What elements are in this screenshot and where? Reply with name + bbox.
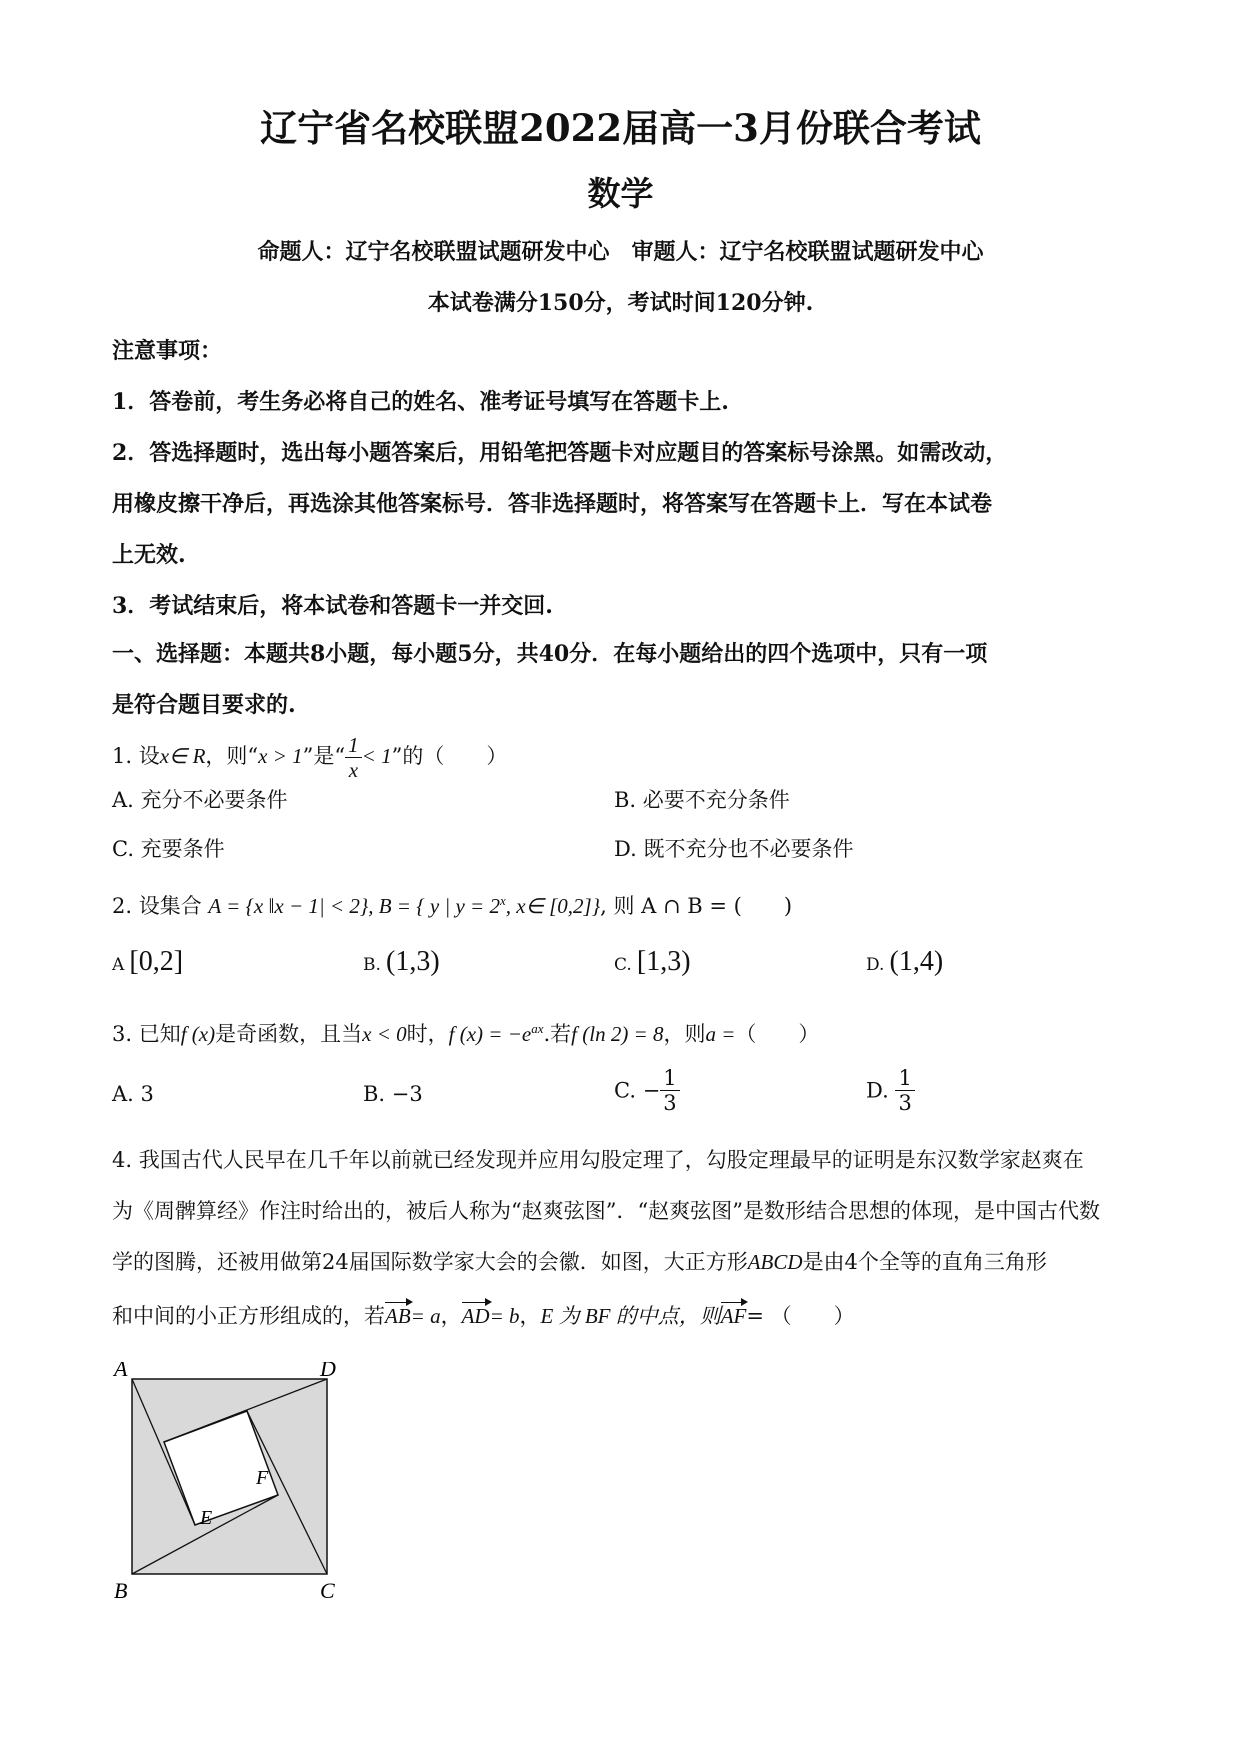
q3-mid-3: .若	[543, 1022, 572, 1046]
q1-option-c: C. 充要条件	[112, 837, 225, 861]
notes-heading: 注意事项：	[112, 338, 223, 364]
exam-info: 本试卷满分150分，考试时间120分钟.	[427, 290, 814, 316]
q3-option-d	[866, 1066, 915, 1115]
q4-line-4	[112, 1300, 855, 1330]
q2-set-b-tail: , x∈ [0,2]}	[505, 894, 601, 918]
q2-d-label: D.	[866, 955, 885, 975]
q2-set-definition: A = {x ‖x − 1| < 2}, B = { y | y = 2	[208, 894, 500, 918]
q4-e-midpoint: E 为 BF 的中点，则	[540, 1304, 721, 1328]
q2-option-a	[112, 946, 183, 978]
label-a: A	[114, 1362, 128, 1381]
q3-condition: x < 0	[362, 1022, 407, 1046]
q4-suffix: = （ ）	[746, 1304, 855, 1328]
q2-b-value: (1,3)	[386, 946, 440, 977]
q2-c-label: C.	[614, 955, 632, 975]
q3-c-sign: −	[642, 1078, 661, 1103]
note-item-2-line-3: 上无效.	[112, 542, 186, 568]
q1-frac-denominator: x	[348, 758, 359, 783]
q3-f-ln2: f (ln 2) = 8	[571, 1022, 664, 1046]
label-d: D	[320, 1362, 336, 1381]
label-f: F	[256, 1467, 269, 1489]
q2-b-label: B.	[363, 955, 381, 975]
q3-ask: a =	[705, 1022, 736, 1046]
q3-c-label: C.	[614, 1078, 636, 1103]
note-item-3: 3．考试结束后，将本试卷和答题卡一并交回.	[112, 593, 553, 619]
q1-condition-1: x > 1	[258, 744, 303, 769]
question-3	[112, 1018, 819, 1048]
q1-x-in-r: x∈ R	[159, 744, 206, 769]
q1-frac-numerator: 1	[345, 733, 362, 758]
q1-condition-2-tail: < 1	[361, 744, 392, 769]
q3-b-label: B.	[363, 1082, 386, 1106]
q2-c-value: [1,3)	[636, 946, 691, 977]
q3-d-fraction	[895, 1066, 914, 1115]
q4-vector-ab: AB	[385, 1304, 411, 1328]
q2-a-label: A	[112, 955, 125, 975]
q3-a-value: 3	[140, 1082, 154, 1106]
q3-d-numerator: 1	[895, 1066, 914, 1091]
q3-fx: f (x)	[180, 1022, 216, 1046]
q3-option-c	[614, 1066, 680, 1115]
q1-option-a: A. 充分不必要条件	[112, 788, 288, 812]
q3-option-a	[112, 1082, 154, 1106]
exam-title: 辽宁省名校联盟2022届高一3月份联合考试	[260, 106, 981, 150]
q1-mid-2: ”是“	[302, 744, 346, 769]
question-1	[112, 733, 507, 782]
q2-exponent: x	[499, 893, 506, 908]
q3-f-definition: f (x) = −e	[448, 1022, 532, 1046]
q4-comma-1: ，	[440, 1304, 462, 1328]
note-item-2-line-1: 2．答选择题时，选出每小题答案后，用铅笔把答题卡对应题目的答案标号涂黑。如需改动，	[112, 440, 1008, 466]
label-e: E	[200, 1507, 213, 1529]
zhao-shuang-diagram	[110, 1362, 350, 1602]
q4-eq-a: = a	[410, 1304, 441, 1328]
q1-option-d: D. 既不充分也不必要条件	[614, 837, 854, 861]
q2-option-b	[363, 946, 440, 978]
q3-a-label: A.	[112, 1082, 134, 1106]
authors-line: 命题人：辽宁名校联盟试题研发中心 审题人：辽宁名校联盟试题研发中心	[257, 239, 984, 265]
section-1-line-1: 一、选择题：本题共8小题，每小题5分，共40分．在每小题给出的四个选项中，只有一项	[112, 641, 988, 667]
q3-option-b	[363, 1082, 423, 1106]
section-1-line-2: 是符合题目要求的.	[112, 692, 296, 718]
label-c: C	[320, 1578, 335, 1602]
subject-title: 数学	[587, 174, 654, 213]
q4-line-4-pre: 和中间的小正方形组成的，若	[112, 1304, 385, 1328]
q2-a-value: [0,2]	[129, 946, 184, 977]
q4-line-3-pre: 学的图腾，还被用做第24届国际数学家大会的会徽．如图，大正方形	[112, 1250, 748, 1274]
q3-exponent: ax	[531, 1021, 544, 1036]
q3-suffix: （ ）	[735, 1022, 820, 1046]
q3-prefix: 3. 已知	[112, 1022, 181, 1046]
q1-suffix: ”的（ ）	[391, 744, 508, 769]
q2-suffix: , 则 A ∩ B = ( )	[600, 894, 793, 918]
q3-b-value: −3	[391, 1082, 423, 1106]
q4-line-3-post: 是由4个全等的直角三角形	[802, 1250, 1047, 1274]
q1-mid-1: ，则“	[205, 744, 259, 769]
q4-line-2: 为《周髀算经》作注时给出的，被后人称为“赵爽弦图”．“赵爽弦图”是数形结合思想的体现，是中国古代数	[112, 1199, 1100, 1223]
q3-c-numerator: 1	[660, 1066, 679, 1091]
q4-line-1: 4. 我国古代人民早在几千年以前就已经发现并应用勾股定理了，勾股定理最早的证明是东汉数学家赵爽在	[112, 1148, 1084, 1172]
q4-vector-ad: AD	[461, 1304, 490, 1328]
label-b: B	[114, 1578, 128, 1602]
q3-d-label: D.	[866, 1078, 889, 1103]
q1-option-b: B. 必要不充分条件	[614, 788, 790, 812]
q3-mid-1: 是奇函数，且当	[215, 1022, 363, 1046]
q2-option-c	[614, 946, 691, 978]
q4-eq-b: = b	[489, 1304, 520, 1328]
q4-vector-af: AF	[720, 1304, 747, 1328]
q4-comma-2: ，	[519, 1304, 541, 1328]
note-item-2-line-2: 用橡皮擦干净后，再选涂其他答案标号．答非选择题时，将答案写在答题卡上．写在本试卷	[112, 491, 993, 517]
q3-c-denominator: 3	[663, 1091, 677, 1116]
q3-c-fraction	[660, 1066, 679, 1115]
q3-mid-2: 时，	[406, 1022, 449, 1046]
q3-d-denominator: 3	[898, 1091, 912, 1116]
question-2	[112, 890, 792, 920]
q1-fraction	[345, 733, 362, 782]
q3-mid-4: ，则	[663, 1022, 706, 1046]
q2-prefix: 2. 设集合	[112, 894, 202, 918]
q2-option-d	[866, 946, 943, 978]
q1-prefix: 1. 设	[112, 744, 160, 769]
q4-line-3	[112, 1246, 1047, 1276]
q4-abcd: ABCD	[747, 1250, 803, 1274]
note-item-1: 1．答卷前，考生务必将自己的姓名、准考证号填写在答题卡上.	[112, 389, 729, 415]
q2-d-value: (1,4)	[889, 946, 944, 977]
